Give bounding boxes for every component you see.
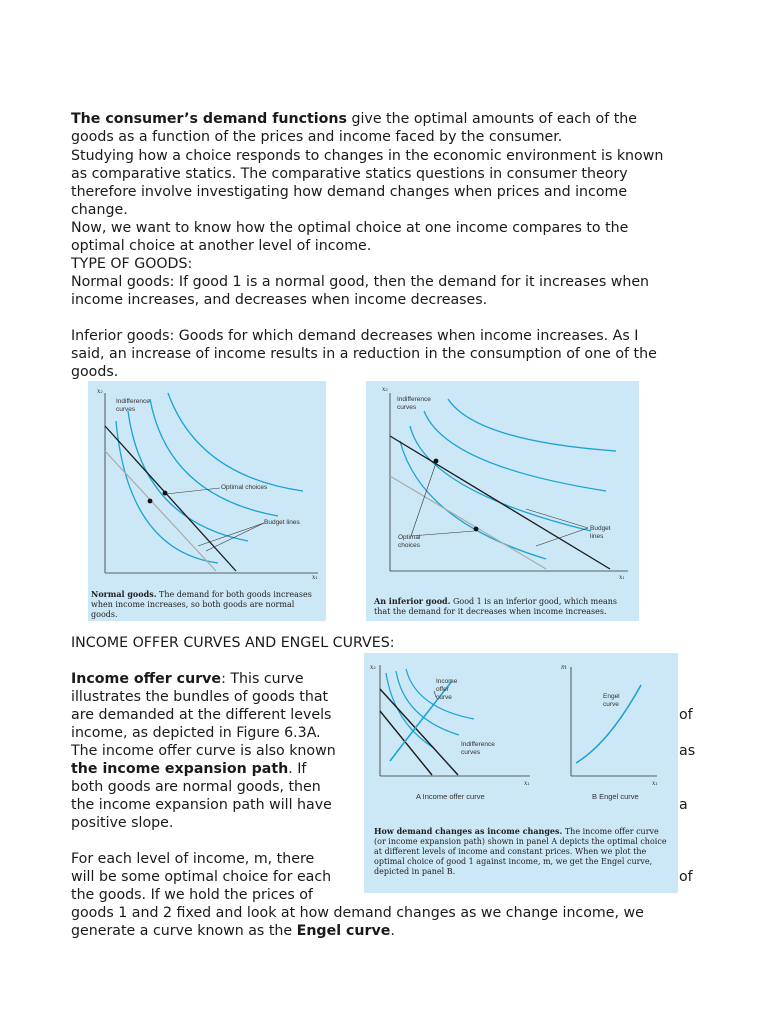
income-offer-term: Income offer curve <box>71 671 222 687</box>
optimal-point-high <box>163 491 168 496</box>
inferior-goods-paragraph: Inferior goods: Goods for which demand decreases when income increases. As I said, an increase of income results in a reduction in the consumption of one of the goods. <box>71 328 657 380</box>
budget-lines-label: Budget lines <box>590 525 611 540</box>
panel-b-label: B Engel curve <box>592 792 639 801</box>
income-comparison-paragraph: Now, we want to know how the optimal choice at one income compares to the optimal choice at another level of income. <box>71 220 629 254</box>
line-text: goods 1 and 2 fixed and look at how demand changes as we change income, we <box>71 905 644 921</box>
budget-lines-label: Budget lines <box>264 519 300 526</box>
wrap-word: of <box>679 707 693 723</box>
inferior-good-caption <box>374 596 634 617</box>
optimal-point-high <box>434 459 439 464</box>
income-offer-heading: INCOME OFFER CURVES AND ENGEL CURVES: <box>71 635 395 651</box>
comparative-statics-paragraph: Studying how a choice responds to changes in the economic environment is known as comparative statics. The comparative statics questions in consumer theory therefore involve investigating how demand changes when prices and income change. <box>71 148 664 218</box>
x2-axis-label: x₂ <box>370 664 376 671</box>
normal-goods-caption <box>91 589 323 620</box>
line-text: : This curve <box>221 671 304 687</box>
wrap-word: of <box>679 869 693 885</box>
caption-title: How demand changes as income changes. <box>374 826 563 836</box>
wrap-word: a <box>679 797 688 813</box>
optimal-choices-label: Optimal choices <box>221 484 268 491</box>
line-text: For each level of income, m, there <box>71 851 315 867</box>
inferior-good-figure <box>366 381 639 621</box>
normal-goods-graph <box>88 381 326 621</box>
line-text: . If <box>288 761 307 777</box>
income-engel-caption <box>374 826 670 877</box>
line-text: illustrates the bundles of goods that <box>71 689 329 705</box>
caption-title: An inferior good. <box>374 596 451 606</box>
engel-curve-term: Engel curve <box>296 923 391 939</box>
optimal-choices-label: Optimal choices <box>398 534 421 549</box>
optimal-point-low <box>474 527 479 532</box>
caption-text: Good 1 is an inferior good, which means that the demand for it decreases when income increases. <box>374 597 617 616</box>
indifference-curves-label: Indifference curves <box>397 396 431 411</box>
indifference-curves-label: Indifference curves <box>461 741 495 756</box>
line-text: generate a curve known as the <box>71 923 297 939</box>
caption-title: Normal goods. <box>91 589 157 599</box>
optimal-point-low <box>148 499 153 504</box>
inferior-good-graph <box>366 381 639 621</box>
x1-axis-label: x₁ <box>524 780 530 787</box>
demand-functions-term: The consumer’s demand functions <box>71 111 347 127</box>
types-heading: TYPE OF GOODS: <box>71 256 193 272</box>
line-text: the income expansion path will have <box>71 797 332 813</box>
indifference-curves-label: Indifference curves <box>116 398 150 413</box>
x1-axis-label: x₁ <box>312 574 318 581</box>
income-offer-label: Income offer curve <box>436 678 458 701</box>
line-text: both goods are normal goods, then <box>71 779 321 795</box>
line-text: The income offer curve is also known <box>71 743 336 759</box>
x1-axis-label-b: x₁ <box>652 780 658 787</box>
engel-paragraph-end <box>71 904 691 940</box>
expansion-path-term: the income expansion path <box>71 761 289 777</box>
caption-text: The income offer curve (or income expansion path) shown in panel A depicts the optimal choice at different levels of income and constant prices. When we plot the optimal choice of good 1 against income, m, we get the Engel curve, depicted in panel B. <box>374 827 667 876</box>
line-text: positive slope. <box>71 815 174 831</box>
normal-goods-figure <box>88 381 326 621</box>
line-text: will be some optimal choice for each <box>71 869 332 885</box>
engel-curve-label: Engel curve <box>603 693 620 708</box>
income-engel-figure <box>364 653 678 893</box>
engel-paragraph <box>71 850 361 904</box>
normal-goods-paragraph: Normal goods: If good 1 is a normal good, then the demand for it increases when income increases, and decreases when income decreases. <box>71 274 650 308</box>
line-text: are demanded at the different levels <box>71 707 332 723</box>
income-offer-paragraph <box>71 670 361 832</box>
intro-text: give the optimal amounts of each of the goods as a function of the prices and income faced by the consumer. <box>71 111 638 145</box>
x2-axis-label: x₂ <box>382 386 388 393</box>
panel-a-label: A Income offer curve <box>416 792 485 801</box>
wrap-word: as <box>679 743 696 759</box>
line-text: income, as depicted in Figure 6.3A. <box>71 725 321 741</box>
x2-axis-label: x₂ <box>97 388 103 395</box>
x1-axis-label: x₁ <box>619 574 625 581</box>
income-offer-curve <box>390 681 452 761</box>
line-text: the goods. If we hold the prices of <box>71 887 313 903</box>
line-text: . <box>390 923 395 939</box>
caption-text: The demand for both goods increases when income increases, so both goods are normal goods. <box>91 590 312 619</box>
intro-paragraph <box>71 110 675 146</box>
m-axis-label: m <box>561 664 567 671</box>
